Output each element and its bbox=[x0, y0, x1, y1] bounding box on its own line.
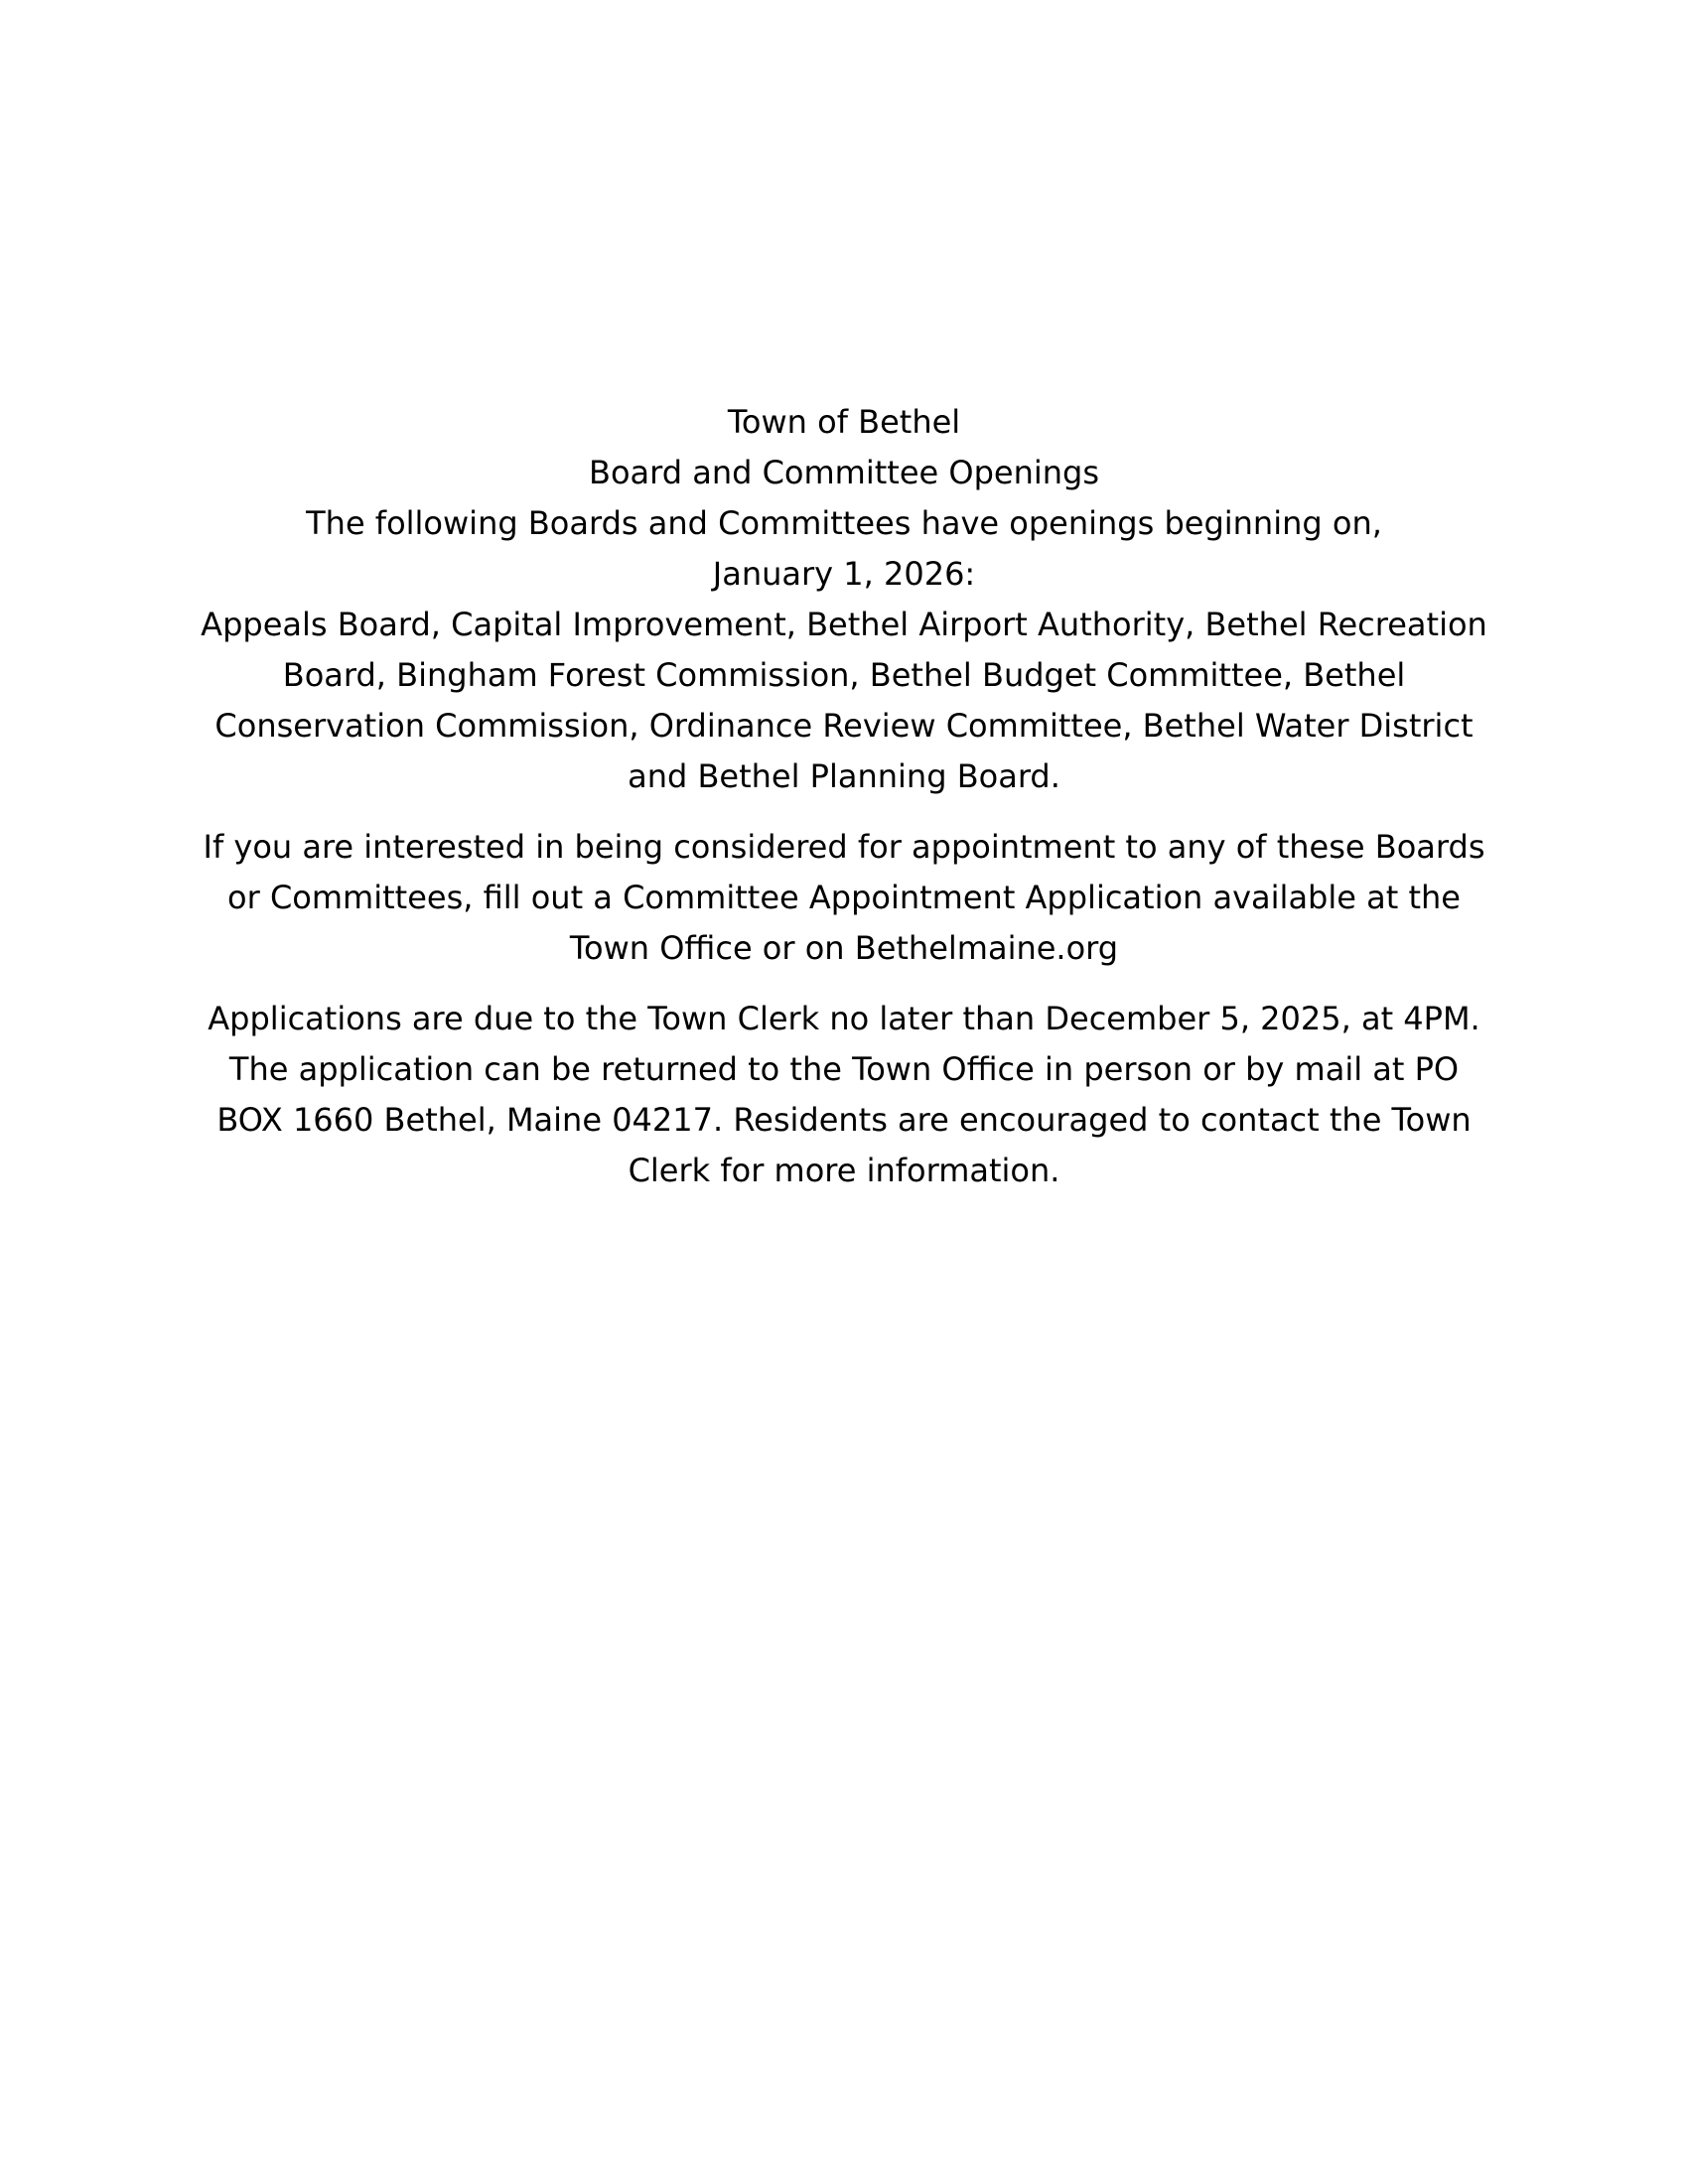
interest-line: or Committees, fill out a Committee Appointment Application available at the bbox=[227, 879, 1461, 916]
notice-title: Board and Committee Openings bbox=[588, 454, 1099, 491]
notice-body bbox=[189, 397, 1499, 1196]
boards-list-line: Conservation Commission, Ordinance Review Committee, Bethel Water District bbox=[214, 707, 1474, 745]
boards-list-paragraph bbox=[189, 600, 1499, 802]
deadline-line: BOX 1660 Bethel, Maine 04217. Residents are encouraged to contact the Town bbox=[216, 1101, 1472, 1139]
boards-list-line: Board, Bingham Forest Commission, Bethel Budget Committee, Bethel bbox=[282, 656, 1406, 694]
paragraph-spacer bbox=[189, 802, 1499, 822]
opening-date: January 1, 2026: bbox=[712, 555, 976, 593]
deadline-line: Clerk for more information. bbox=[628, 1152, 1060, 1189]
interest-line: If you are interested in being considered for appointment to any of these Boards bbox=[203, 828, 1485, 866]
deadline-paragraph bbox=[189, 994, 1499, 1196]
interest-line: Town Office or on Bethelmaine.org bbox=[569, 929, 1119, 967]
deadline-line: The application can be returned to the Town Office in person or by mail at PO bbox=[228, 1050, 1460, 1088]
notice-header bbox=[189, 397, 1499, 600]
intro-text: The following Boards and Committees have openings beginning on, bbox=[306, 504, 1382, 542]
boards-list-line: and Bethel Planning Board. bbox=[628, 757, 1060, 795]
interest-paragraph bbox=[189, 822, 1499, 974]
boards-list-line: Appeals Board, Capital Improvement, Bethel Airport Authority, Bethel Recreation bbox=[201, 606, 1487, 643]
deadline-line: Applications are due to the Town Clerk no later than December 5, 2025, at 4PM. bbox=[208, 1000, 1480, 1037]
paragraph-spacer bbox=[189, 974, 1499, 994]
town-name: Town of Bethel bbox=[727, 403, 961, 441]
